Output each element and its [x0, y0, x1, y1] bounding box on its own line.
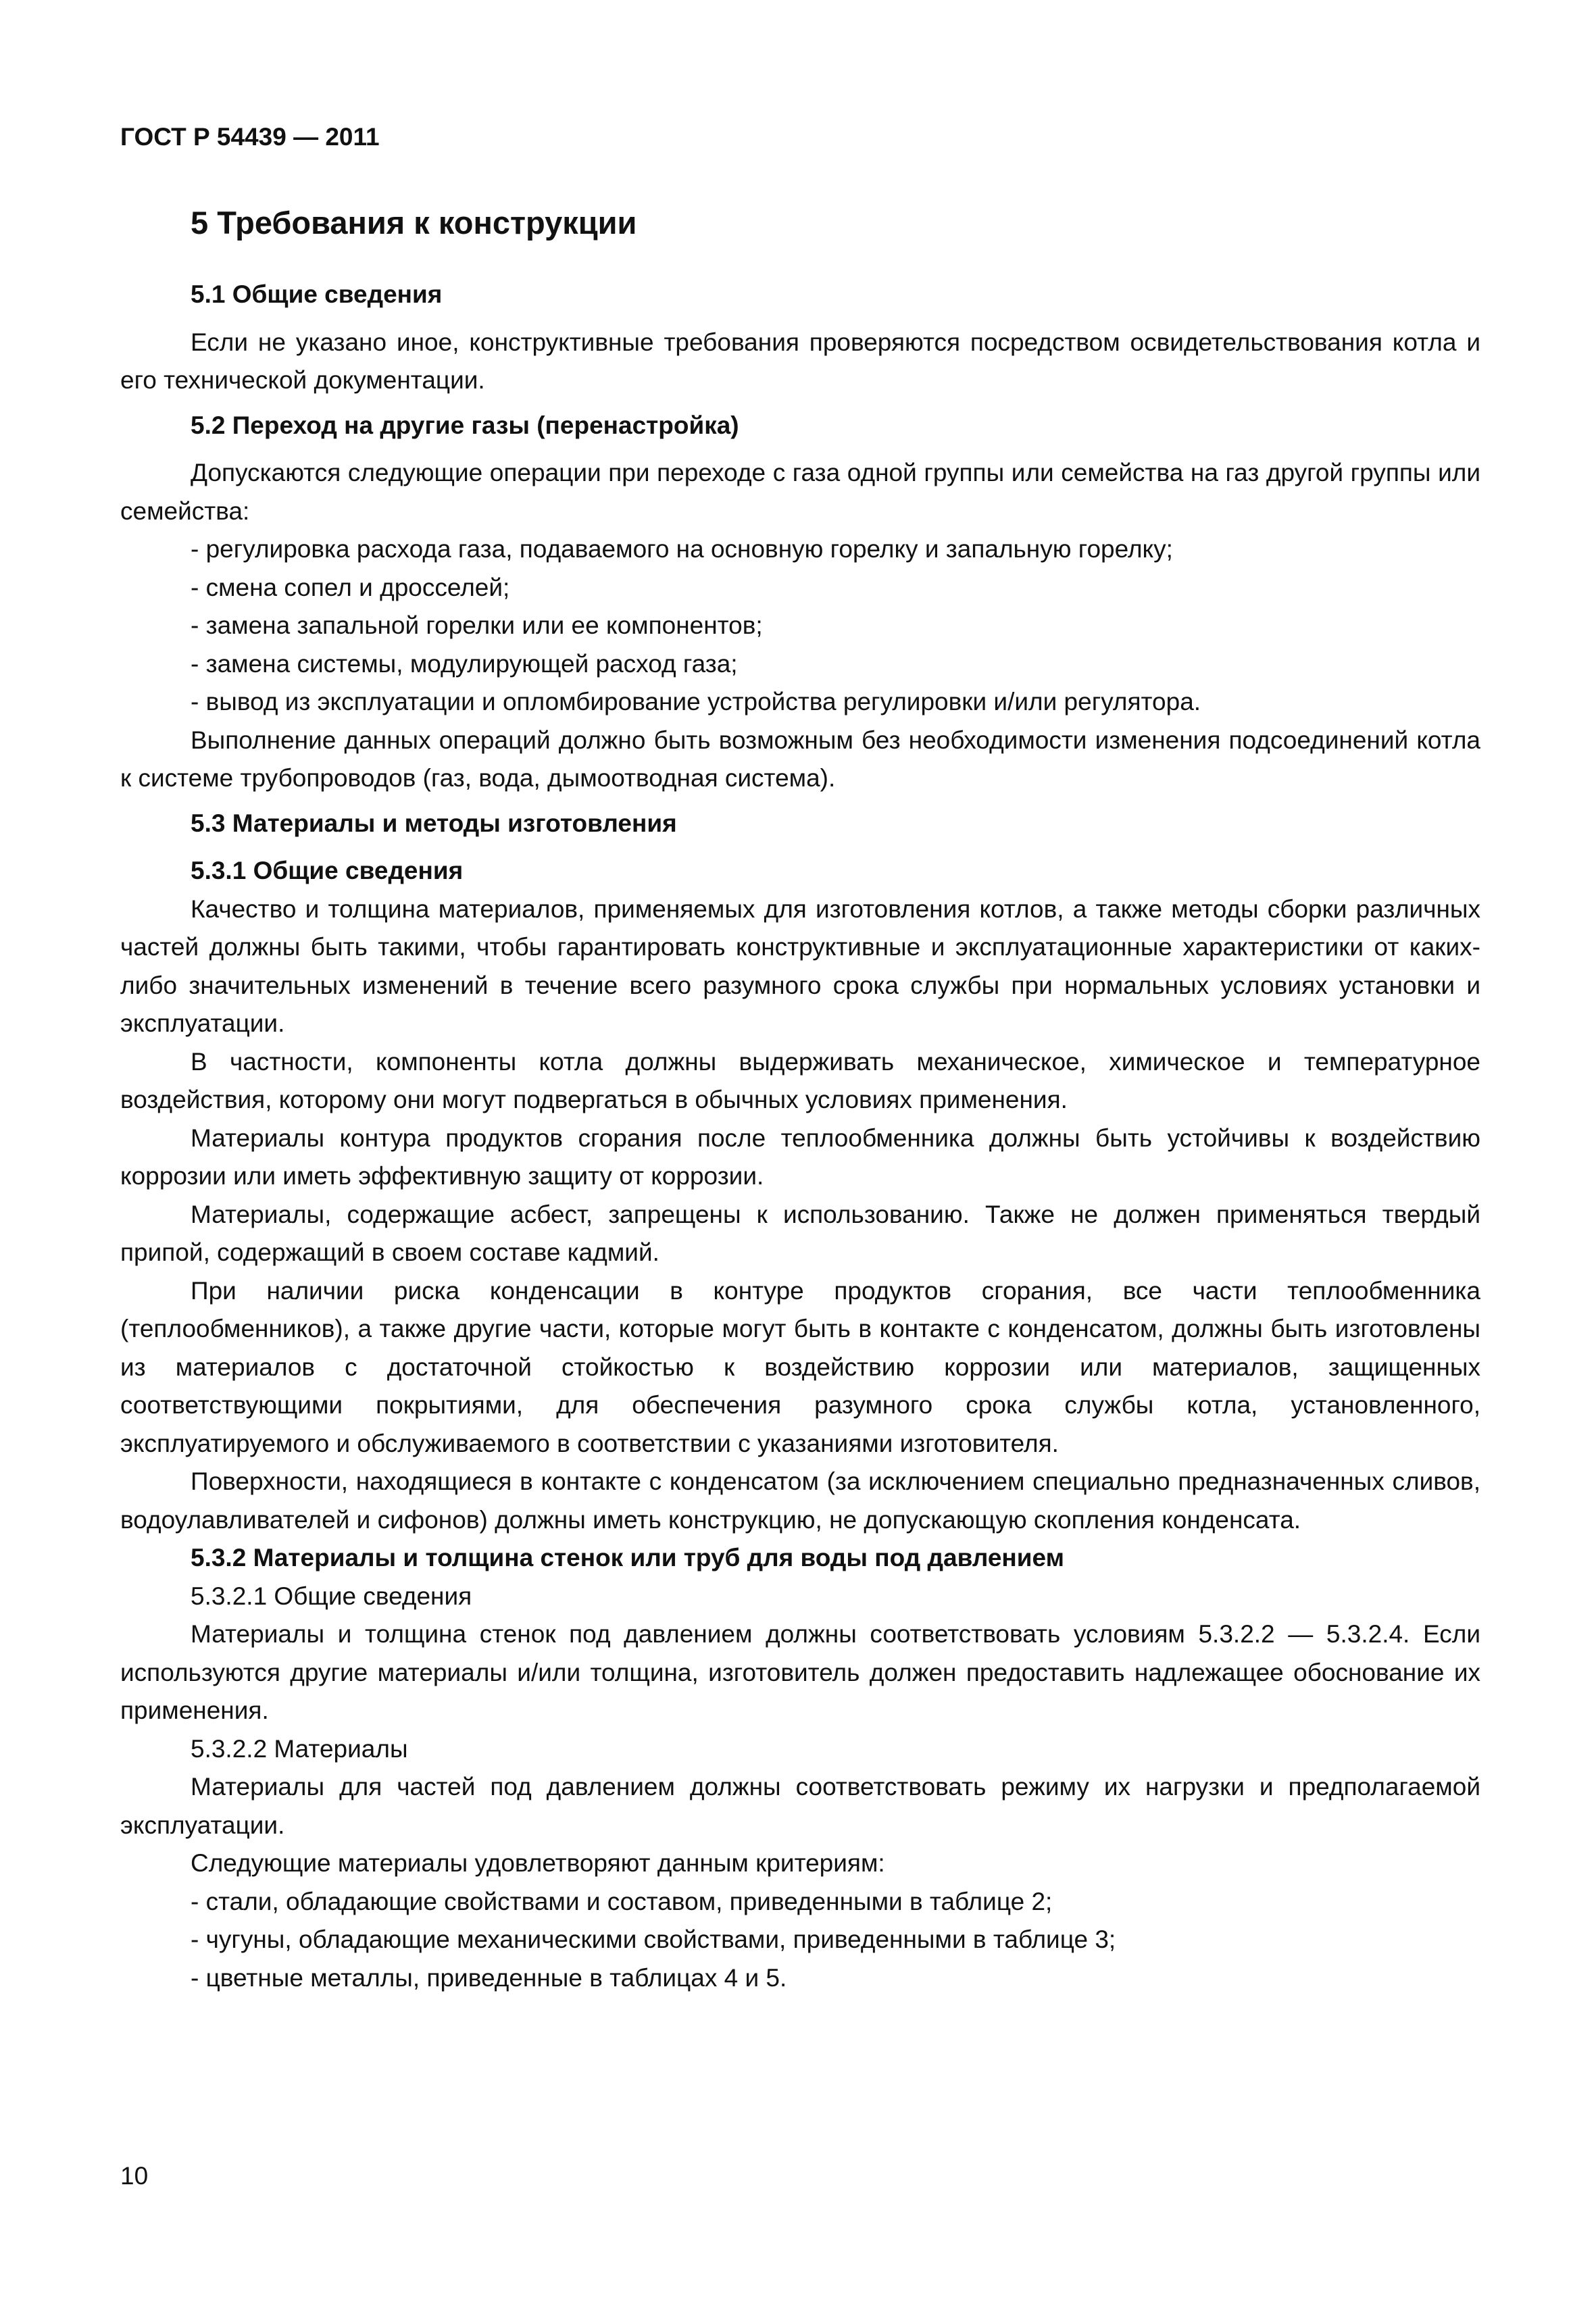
section-5-2-body [120, 454, 1480, 798]
heading-5-3-2-2: 5.3.2.2 Материалы [191, 1734, 408, 1763]
document-header: ГОСТ Р 54439 — 2011 [120, 123, 380, 151]
paragraph-5-3-1: Качество и толщина материалов, применяемых для изготовления котлов, а также методы сборки различных частей должны быть такими, чтобы гарантировать конструктивные и эксплуатационные характеристики от каких-либо значительных изменений в течение всего разумного срока службы при нормальных условиях установки и эксплуатации. [120, 895, 1480, 1037]
heading-5-3: 5.3 Материалы и методы изготовления [191, 809, 677, 837]
heading-5-2: 5.2 Переход на другие газы (перенастройка) [191, 411, 739, 439]
list-item: - цветные металлы, приведенные в таблицах 4 и 5. [191, 1963, 787, 1992]
list-item: - замена запальной горелки или ее компонентов; [191, 611, 763, 639]
paragraph-5-3-1: Поверхности, находящиеся в контакте с конденсатом (за исключением специально предназначенных сливов, водоулавливателей и сифонов) должны иметь конструкцию, не допускающую скопления конденсата. [120, 1467, 1480, 1534]
paragraph-5-3-2-2: Материалы для частей под давлением должны соответствовать режиму их нагрузки и предполагаемой эксплуатации. [120, 1773, 1480, 1839]
list-item: - регулировка расхода газа, подаваемого на основную горелку и запальную горелку; [191, 535, 1173, 563]
list-item: - смена сопел и дросселей; [191, 573, 510, 601]
paragraph-5-3-1: Материалы контура продуктов сгорания после теплообменника должны быть устойчивы к воздействию коррозии или иметь эффективную защиту от коррозии. [120, 1124, 1480, 1190]
heading-5-1: 5.1 Общие сведения [191, 280, 443, 308]
paragraph-5-2-intro: Допускаются следующие операции при переходе с газа одной группы или семейства на газ другой группы или семейства: [120, 459, 1480, 525]
list-item: - вывод из эксплуатации и опломбирование устройства регулировки и/или регулятора. [191, 688, 1201, 715]
criteria-intro: Следующие материалы удовлетворяют данным критериям: [191, 1849, 885, 1877]
paragraph-5-3-1: При наличии риска конденсации в контуре продуктов сгорания, все части теплообменника (теплообменников), а также другие части, которые могут быть в контакте с конденсатом, должны быть изготовлены из материалов с достаточной стойкостью к воздействию коррозии или материалов, защищенных соответствующими покрытиями, для обеспечения разумного срока службы котла, установленного, эксплуатируемого и обслуживаемого в соответствии с указаниями изготовителя. [120, 1276, 1480, 1457]
page-number: 10 [120, 2162, 149, 2190]
paragraph-5-3-2-1: Материалы и толщина стенок под давлением должны соответствовать условиям 5.3.2.2 — 5.3.2.4. Если используются другие материалы и/или толщина, изготовитель должен предоставить надлежащее обоснование их применения. [120, 1620, 1480, 1724]
heading-5-3-2: 5.3.2 Материалы и толщина стенок или труб для воды под давлением [191, 1544, 1064, 1571]
list-item: - чугуны, обладающие механическими свойствами, приведенными в таблице 3; [191, 1926, 1116, 1953]
paragraph-5-3-1: В частности, компоненты котла должны выдерживать механическое, химическое и температурное воздействия, которому они могут подвергаться в обычных условиях применения. [120, 1047, 1480, 1113]
paragraph-5-1: Если не указано иное, конструктивные требования проверяются посредством освидетельствования котла и его технической документации. [120, 328, 1480, 394]
list-item: - стали, обладающие свойствами и составом, приведенными в таблице 2; [191, 1887, 1053, 1915]
section-title: 5 Требования к конструкции [191, 205, 637, 241]
paragraph-5-2-outro: Выполнение данных операций должно быть возможным без необходимости изменения подсоединений котла к системе трубопроводов (газ, вода, дымоотводная система). [120, 726, 1480, 792]
list-item: - замена системы, модулирующей расход газа; [191, 649, 738, 678]
heading-5-3-2-1: 5.3.2.1 Общие сведения [191, 1582, 472, 1610]
document-body [120, 203, 1480, 1997]
heading-5-3-1: 5.3.1 Общие сведения [191, 857, 464, 884]
paragraph-5-3-1: Материалы, содержащие асбест, запрещены к использованию. Также не должен применяться твердый припой, содержащий в своем составе кадмий. [120, 1200, 1480, 1266]
